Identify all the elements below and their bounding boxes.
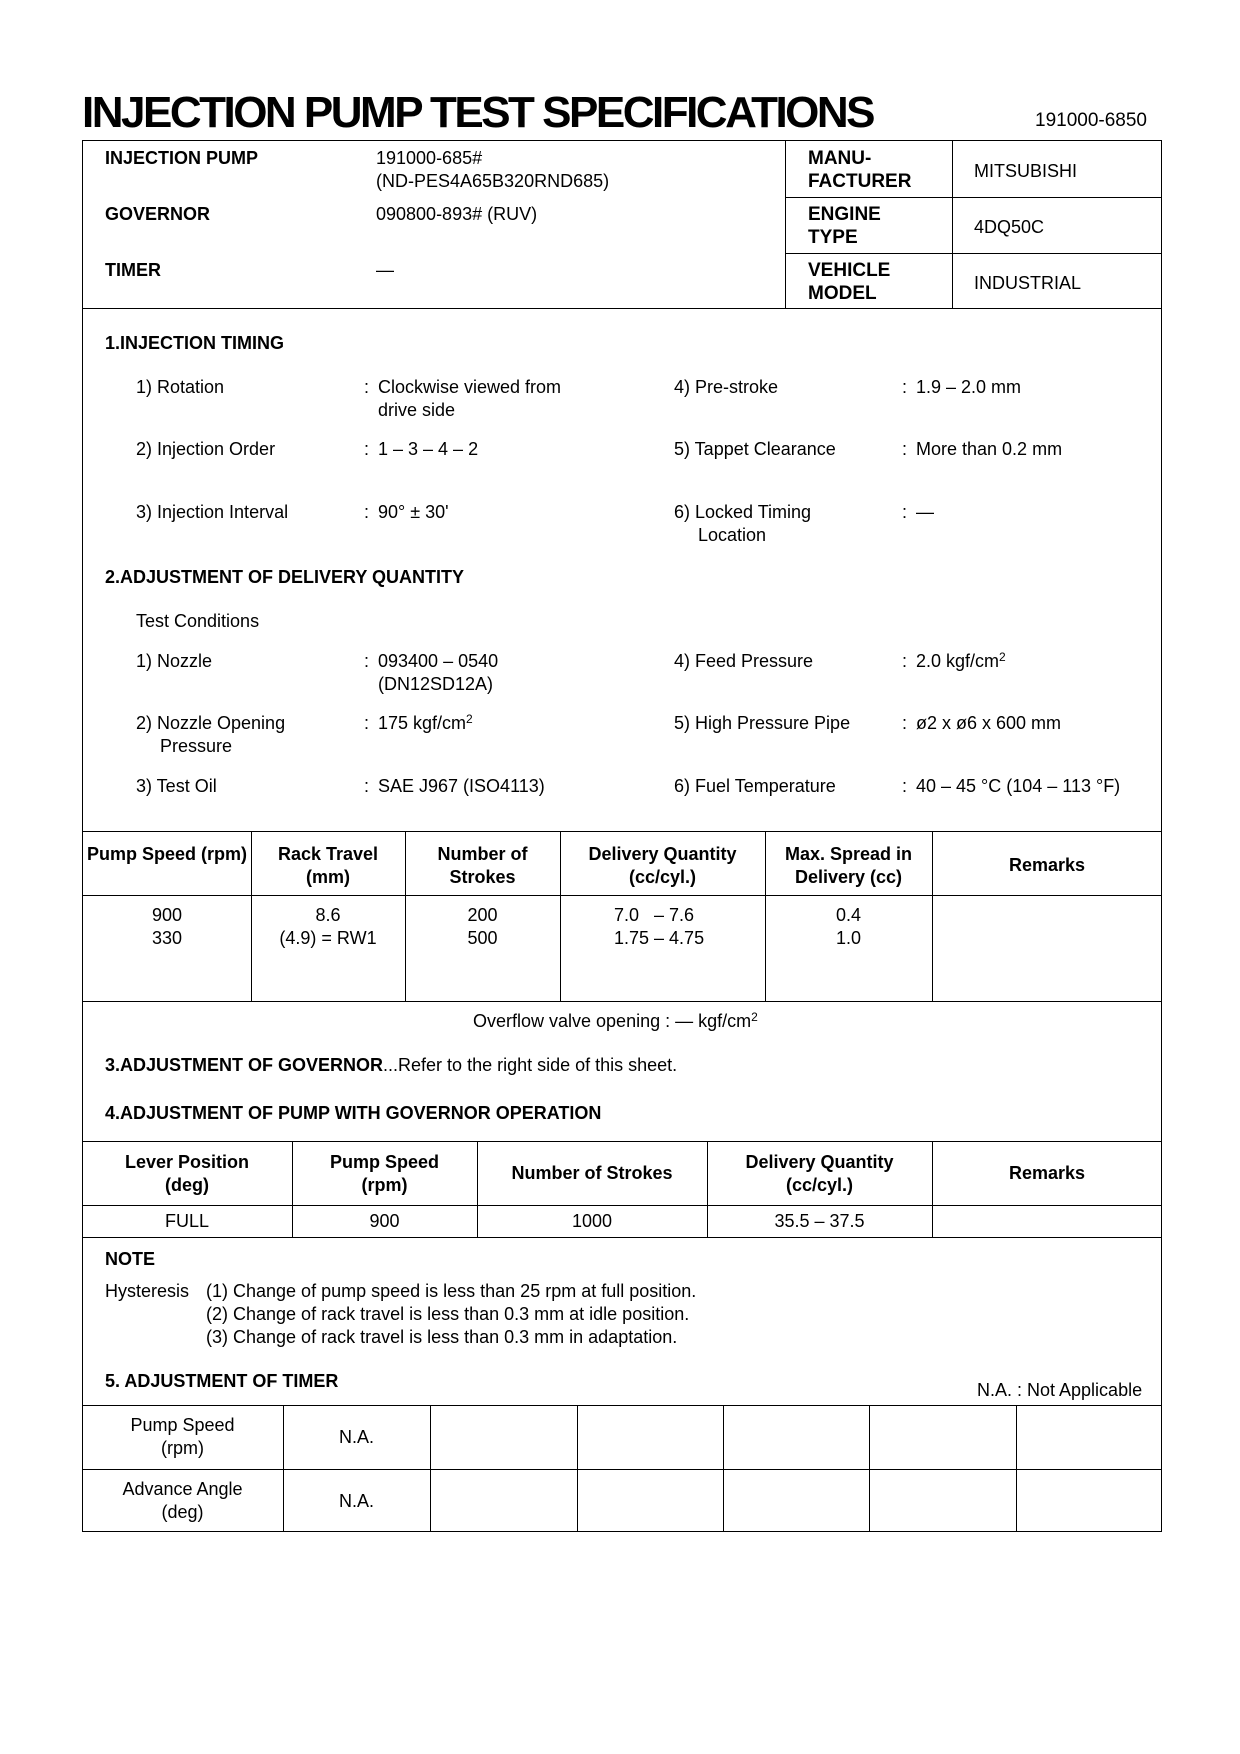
col-delivery: Delivery Quantity (745, 1152, 894, 1172)
manufacturer-value: MITSUBISHI (974, 161, 1078, 181)
engine-label-1: ENGINE (808, 204, 881, 225)
timer-pump-speed-label: Pump Speed (130, 1415, 235, 1435)
fuel-temperature-label: 6) Fuel Temperature (674, 776, 836, 796)
nozzle-label: 1) Nozzle (136, 651, 213, 671)
col-max-spread: Max. Spread in (784, 844, 913, 864)
table-cell: 500 (467, 928, 498, 948)
timer-pump-speed-unit: (rpm) (161, 1438, 204, 1458)
locked-timing-label-2: Location (698, 525, 767, 545)
timer-table-row-line (82, 1469, 1162, 1470)
governor-table-header-line (82, 1205, 1162, 1206)
timer-pump-speed-na: N.A. (338, 1427, 374, 1447)
colon: : (364, 713, 370, 733)
engine-label-2: TYPE (808, 227, 858, 248)
vehicle-label-2: MODEL (808, 283, 877, 304)
colon: : (364, 377, 370, 397)
col-rack-travel-unit: (mm) (306, 867, 350, 887)
col-delivery: Delivery Quantity (588, 844, 737, 864)
table-cell: 330 (151, 928, 183, 948)
na-legend: N.A. : Not Applicable (977, 1380, 1143, 1400)
table-cell: 0.4 (835, 905, 862, 925)
page-title: INJECTION PUMP TEST SPECIFICATIONS (82, 88, 874, 137)
table-cell: (4.9) = RW1 (279, 928, 377, 948)
governor-label: GOVERNOR (105, 204, 211, 224)
note-title: NOTE (105, 1249, 156, 1269)
delivery-table-bottom (82, 1001, 1162, 1002)
vehicle-label-1: VEHICLE (808, 260, 891, 281)
advance-angle-na: N.A. (338, 1491, 374, 1511)
manufacturer-label-1: MANU- (808, 148, 872, 169)
col-max-spread-2: Delivery (cc) (794, 867, 903, 887)
col-strokes: Number of (437, 844, 528, 864)
injection-pump-model: (ND-PES4A65B320RND685) (376, 171, 610, 191)
table-cell: 1.75 – 4.75 (614, 928, 705, 948)
tappet-clearance-value: More than 0.2 mm (916, 439, 1063, 459)
locked-timing-label: 6) Locked Timing (674, 502, 812, 522)
injection-order-value: 1 – 3 – 4 – 2 (378, 439, 479, 459)
col-lever-position: Lever Position (124, 1152, 250, 1172)
note-line-1: (1) Change of pump speed is less than 25 rpm at full position. (206, 1281, 697, 1301)
col-lever-position-unit: (deg) (165, 1175, 209, 1195)
header-row-line-2 (785, 253, 1162, 254)
overflow-valve-opening: Overflow valve opening : — kgf/$cm^2$ (473, 1010, 758, 1031)
timer-col-line (430, 1405, 431, 1532)
section1-title: 1.INJECTION TIMING (105, 333, 285, 353)
advance-angle-label: Advance Angle (122, 1479, 243, 1499)
governor-value: 090800-893# (RUV) (376, 204, 538, 224)
header-bottom-line (82, 308, 1162, 309)
nozzle-opening-value: 175 kgf/$cm^2$ (378, 712, 473, 733)
colon: : (364, 651, 370, 671)
colon: : (364, 502, 370, 522)
governor-table-top (82, 1141, 1162, 1142)
governor-table-bottom (82, 1237, 1162, 1238)
colon: : (902, 439, 908, 459)
fuel-temperature-value: 40 – 45 °C (104 – 113 °F) (916, 776, 1121, 796)
header-divider-2 (952, 140, 953, 308)
colon: : (902, 713, 908, 733)
timer-table-top (82, 1405, 1162, 1406)
table-cell: 900 (369, 1211, 400, 1231)
section3-line (105, 1054, 677, 1077)
test-oil-value: SAE J967 (ISO4113) (378, 776, 545, 796)
vehicle-value: INDUSTRIAL (974, 273, 1082, 293)
rotation-value-2: drive side (378, 400, 456, 420)
colon: : (364, 439, 370, 459)
table-cell: 7.0 – 7.6 (614, 905, 695, 925)
note-line-3: (3) Change of rack travel is less than 0.3 mm in adaptation. (206, 1327, 678, 1347)
table-cell: 8.6 (315, 905, 341, 925)
colon: : (902, 502, 908, 522)
colon: : (902, 776, 908, 796)
rotation-label: 1) Rotation (136, 377, 225, 397)
col-rack-travel: Rack Travel (277, 844, 379, 864)
note-line-2: (2) Change of rack travel is less than 0.3 mm at idle position. (206, 1304, 690, 1324)
locked-timing-value: — (916, 502, 934, 522)
test-oil-label: 3) Test Oil (136, 776, 217, 796)
col-pump-speed: Pump Speed (rpm) (86, 844, 247, 864)
injection-order-label: 2) Injection Order (136, 439, 276, 459)
document-number: 191000-6850 (1035, 110, 1147, 131)
col-remarks: Remarks (1008, 855, 1086, 875)
colon: : (902, 377, 908, 397)
header-row-line-1 (785, 197, 1162, 198)
timer-col-line (1016, 1405, 1017, 1532)
injection-pump-label: INJECTION PUMP (105, 148, 259, 168)
hysteresis-label: Hysteresis (105, 1281, 190, 1301)
section4-title: 4.ADJUSTMENT OF PUMP WITH GOVERNOR OPERATION (105, 1103, 602, 1123)
table-cell: 900 (151, 905, 183, 925)
test-conditions-label: Test Conditions (136, 611, 260, 631)
nozzle-model: (DN12SD12A) (378, 674, 494, 694)
timer-label: TIMER (105, 260, 161, 280)
rotation-value: Clockwise viewed from (378, 377, 562, 397)
table-cell: 200 (467, 905, 498, 925)
table-cell: 1000 (571, 1211, 613, 1231)
advance-angle-unit: (deg) (161, 1502, 204, 1522)
manufacturer-label-2: FACTURER (808, 171, 912, 192)
delivery-table-header-line (82, 895, 1162, 896)
colon: : (902, 651, 908, 671)
delivery-table-top (82, 831, 1162, 832)
timer-value: — (376, 260, 394, 280)
table-cell: 1.0 (835, 928, 862, 948)
prestroke-value: 1.9 – 2.0 mm (916, 377, 1022, 397)
col-remarks: Remarks (1008, 1163, 1086, 1183)
timer-col-line (577, 1405, 578, 1532)
nozzle-opening-label-2: Pressure (160, 736, 233, 756)
feed-pressure-value: 2.0 kgf/$cm^2$ (916, 650, 1006, 671)
section3-text: ...Refer to the right side of this sheet. (383, 1055, 678, 1075)
injection-interval-label: 3) Injection Interval (136, 502, 289, 522)
feed-pressure-label: 4) Feed Pressure (674, 651, 814, 671)
injection-interval-value: 90° ± 30' (378, 502, 449, 522)
engine-value: 4DQ50C (974, 217, 1045, 237)
high-pressure-pipe-value: ø2 x ø6 x 600 mm (916, 713, 1062, 733)
col-pump-speed-unit: (rpm) (361, 1175, 408, 1195)
col-delivery-unit: (cc/cyl.) (628, 867, 697, 887)
col-delivery-unit: (cc/cyl.) (785, 1175, 854, 1195)
tappet-clearance-label: 5) Tappet Clearance (674, 439, 836, 459)
high-pressure-pipe-label: 5) High Pressure Pipe (674, 713, 851, 733)
header-divider-1 (785, 140, 786, 308)
prestroke-label: 4) Pre-stroke (674, 377, 779, 397)
nozzle-value: 093400 – 0540 (378, 651, 499, 671)
governor-col-line (932, 1141, 933, 1237)
col-strokes-2: Strokes (449, 867, 516, 887)
col-strokes: Number of Strokes (511, 1163, 673, 1183)
nozzle-opening-label: 2) Nozzle Opening (136, 713, 286, 733)
section5-title: 5. ADJUSTMENT OF TIMER (105, 1371, 339, 1391)
colon: : (364, 776, 370, 796)
table-cell: 35.5 – 37.5 (774, 1211, 865, 1231)
timer-col-line (723, 1405, 724, 1532)
timer-col-line (869, 1405, 870, 1532)
section3-title: 3.ADJUSTMENT OF GOVERNOR (105, 1055, 384, 1075)
col-pump-speed: Pump Speed (329, 1152, 440, 1172)
section2-title: 2.ADJUSTMENT OF DELIVERY QUANTITY (105, 567, 465, 587)
injection-pump-value: 191000-685# (376, 148, 483, 168)
table-cell: FULL (164, 1211, 209, 1231)
